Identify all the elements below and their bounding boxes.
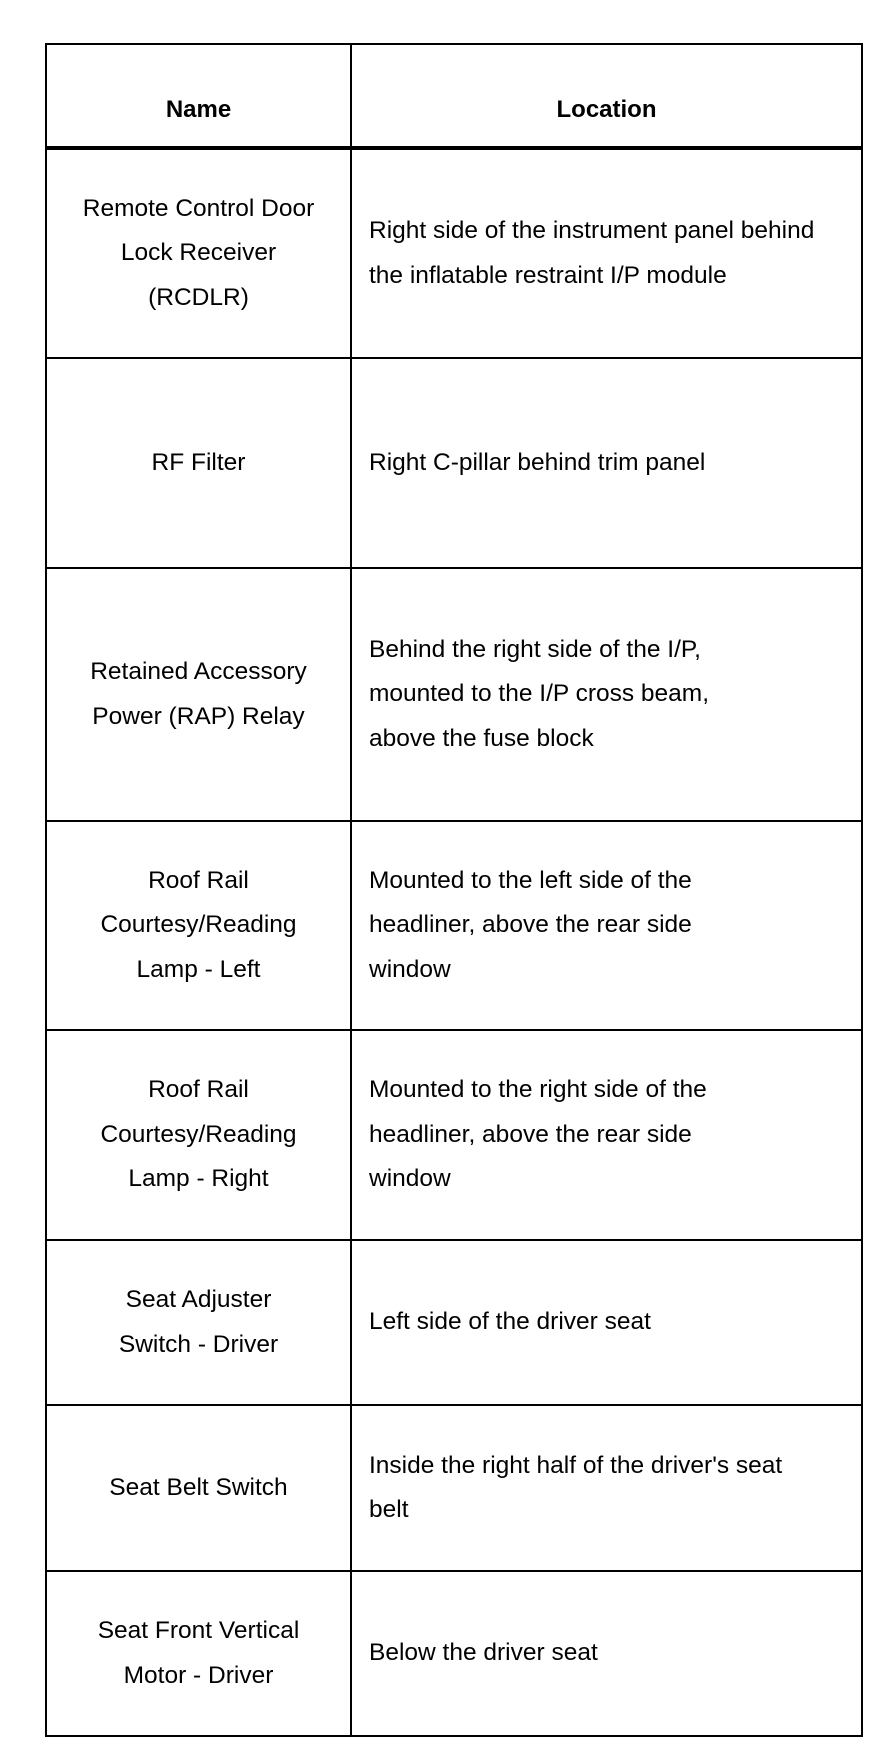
component-location-cell	[351, 1240, 862, 1405]
component-name-cell	[46, 148, 351, 358]
component-name-cell	[46, 821, 351, 1030]
component-name: Seat Adjuster Switch - Driver	[118, 1286, 279, 1358]
table-row	[46, 358, 862, 568]
component-name-cell	[46, 1571, 351, 1736]
component-location: Mounted to the right side of the headliner, above the rear side window	[369, 1076, 707, 1193]
component-name: Remote Control Door Lock Receiver (RCDLR)	[82, 194, 315, 311]
component-location-cell	[351, 148, 862, 358]
table-row	[46, 1405, 862, 1571]
table-row	[46, 1030, 862, 1240]
component-name-cell	[46, 358, 351, 568]
table-row	[46, 568, 862, 821]
header-row	[46, 44, 862, 148]
component-location-cell	[351, 568, 862, 821]
component-name-cell	[46, 568, 351, 821]
component-name-cell	[46, 1240, 351, 1405]
component-location: Left side of the driver seat	[369, 1308, 651, 1336]
column-header-name: Name	[46, 44, 351, 148]
component-location-cell	[351, 1030, 862, 1240]
table-row	[46, 821, 862, 1030]
component-name: RF Filter	[151, 448, 246, 476]
component-name: Seat Front Vertical Motor - Driver	[97, 1617, 300, 1689]
component-location: Behind the right side of the I/P, mounted to the I/P cross beam, above the fuse block	[369, 635, 710, 752]
table-header	[46, 44, 862, 148]
table-row	[46, 1571, 862, 1736]
component-name: Seat Belt Switch	[109, 1473, 288, 1501]
component-location-cell	[351, 1405, 862, 1571]
component-location: Below the driver seat	[369, 1639, 598, 1667]
component-name: Roof Rail Courtesy/Reading Lamp - Left	[100, 866, 297, 983]
component-location: Right C-pillar behind trim panel	[369, 448, 706, 476]
table-row	[46, 1240, 862, 1405]
component-name: Retained Accessory Power (RAP) Relay	[90, 658, 307, 730]
table-row	[46, 148, 862, 358]
component-location: Mounted to the left side of the headliner, above the rear side window	[369, 866, 692, 983]
component-location: Right side of the instrument panel behind the inflatable restraint I/P module	[369, 217, 815, 289]
component-name: Roof Rail Courtesy/Reading Lamp - Right	[100, 1076, 297, 1193]
column-header-location: Location	[351, 44, 862, 148]
component-location-cell	[351, 821, 862, 1030]
component-location: Inside the right half of the driver's seat belt	[369, 1451, 783, 1523]
component-name-cell	[46, 1405, 351, 1571]
component-location-table	[45, 43, 863, 1737]
component-location-cell	[351, 358, 862, 568]
table-body	[46, 148, 862, 1736]
component-location-cell	[351, 1571, 862, 1736]
component-name-cell	[46, 1030, 351, 1240]
